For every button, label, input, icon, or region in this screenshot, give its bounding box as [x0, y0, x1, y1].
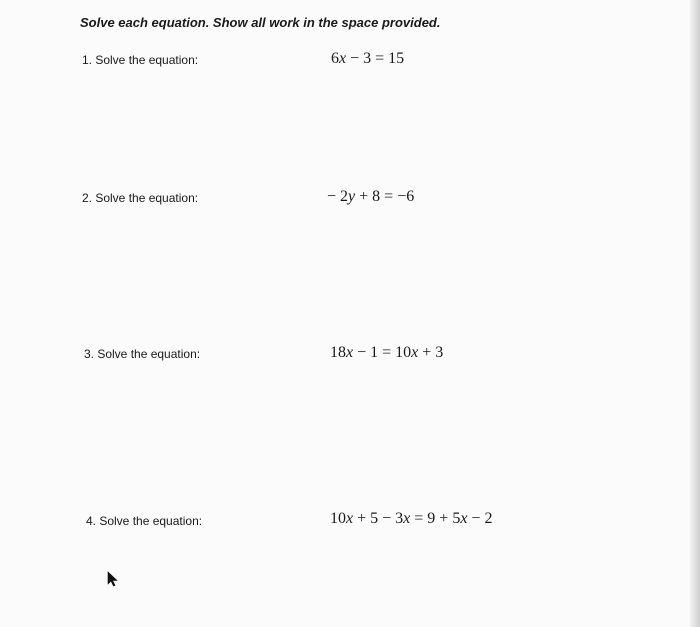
eq4-var-2: x [403, 510, 411, 527]
problem-2-equation [327, 188, 414, 206]
eq2-rest: + 8 = −6 [355, 188, 415, 205]
eq4-var-1: x [346, 510, 354, 527]
eq3-var-1: x [346, 344, 354, 361]
eq3-part-1: 18 [330, 344, 346, 361]
problem-2-label: 2. Solve the equation: [82, 191, 199, 205]
eq4-part-1: 10 [330, 510, 346, 527]
eq1-rest: − 3 = 15 [346, 50, 405, 67]
eq4-var-3: x [460, 510, 468, 527]
eq4-part-4: − 2 [467, 510, 493, 527]
mouse-pointer-icon [107, 571, 119, 592]
eq1-var: x [339, 50, 347, 67]
eq4-part-2: + 5 − 3 [353, 510, 404, 527]
problem-3-equation [330, 344, 443, 362]
eq3-part-3: + 3 [418, 344, 444, 361]
eq4-part-3: = 9 + 5 [410, 510, 461, 527]
problem-1-label: 1. Solve the equation: [82, 53, 199, 67]
problem-1-equation [331, 50, 404, 68]
problem-4-equation [330, 510, 492, 528]
problem-4-label: 4. Solve the equation: [86, 514, 203, 528]
eq1-coef: 6 [331, 50, 339, 67]
page-edge-shadow [690, 0, 700, 627]
eq2-var: y [348, 188, 356, 205]
eq3-var-2: x [411, 344, 419, 361]
instructions-heading: Solve each equation. Show all work in the space provided. [80, 15, 441, 30]
problem-3-label: 3. Solve the equation: [84, 347, 201, 361]
eq3-part-2: − 1 = 10 [353, 344, 412, 361]
eq2-coef: − 2 [327, 188, 349, 205]
